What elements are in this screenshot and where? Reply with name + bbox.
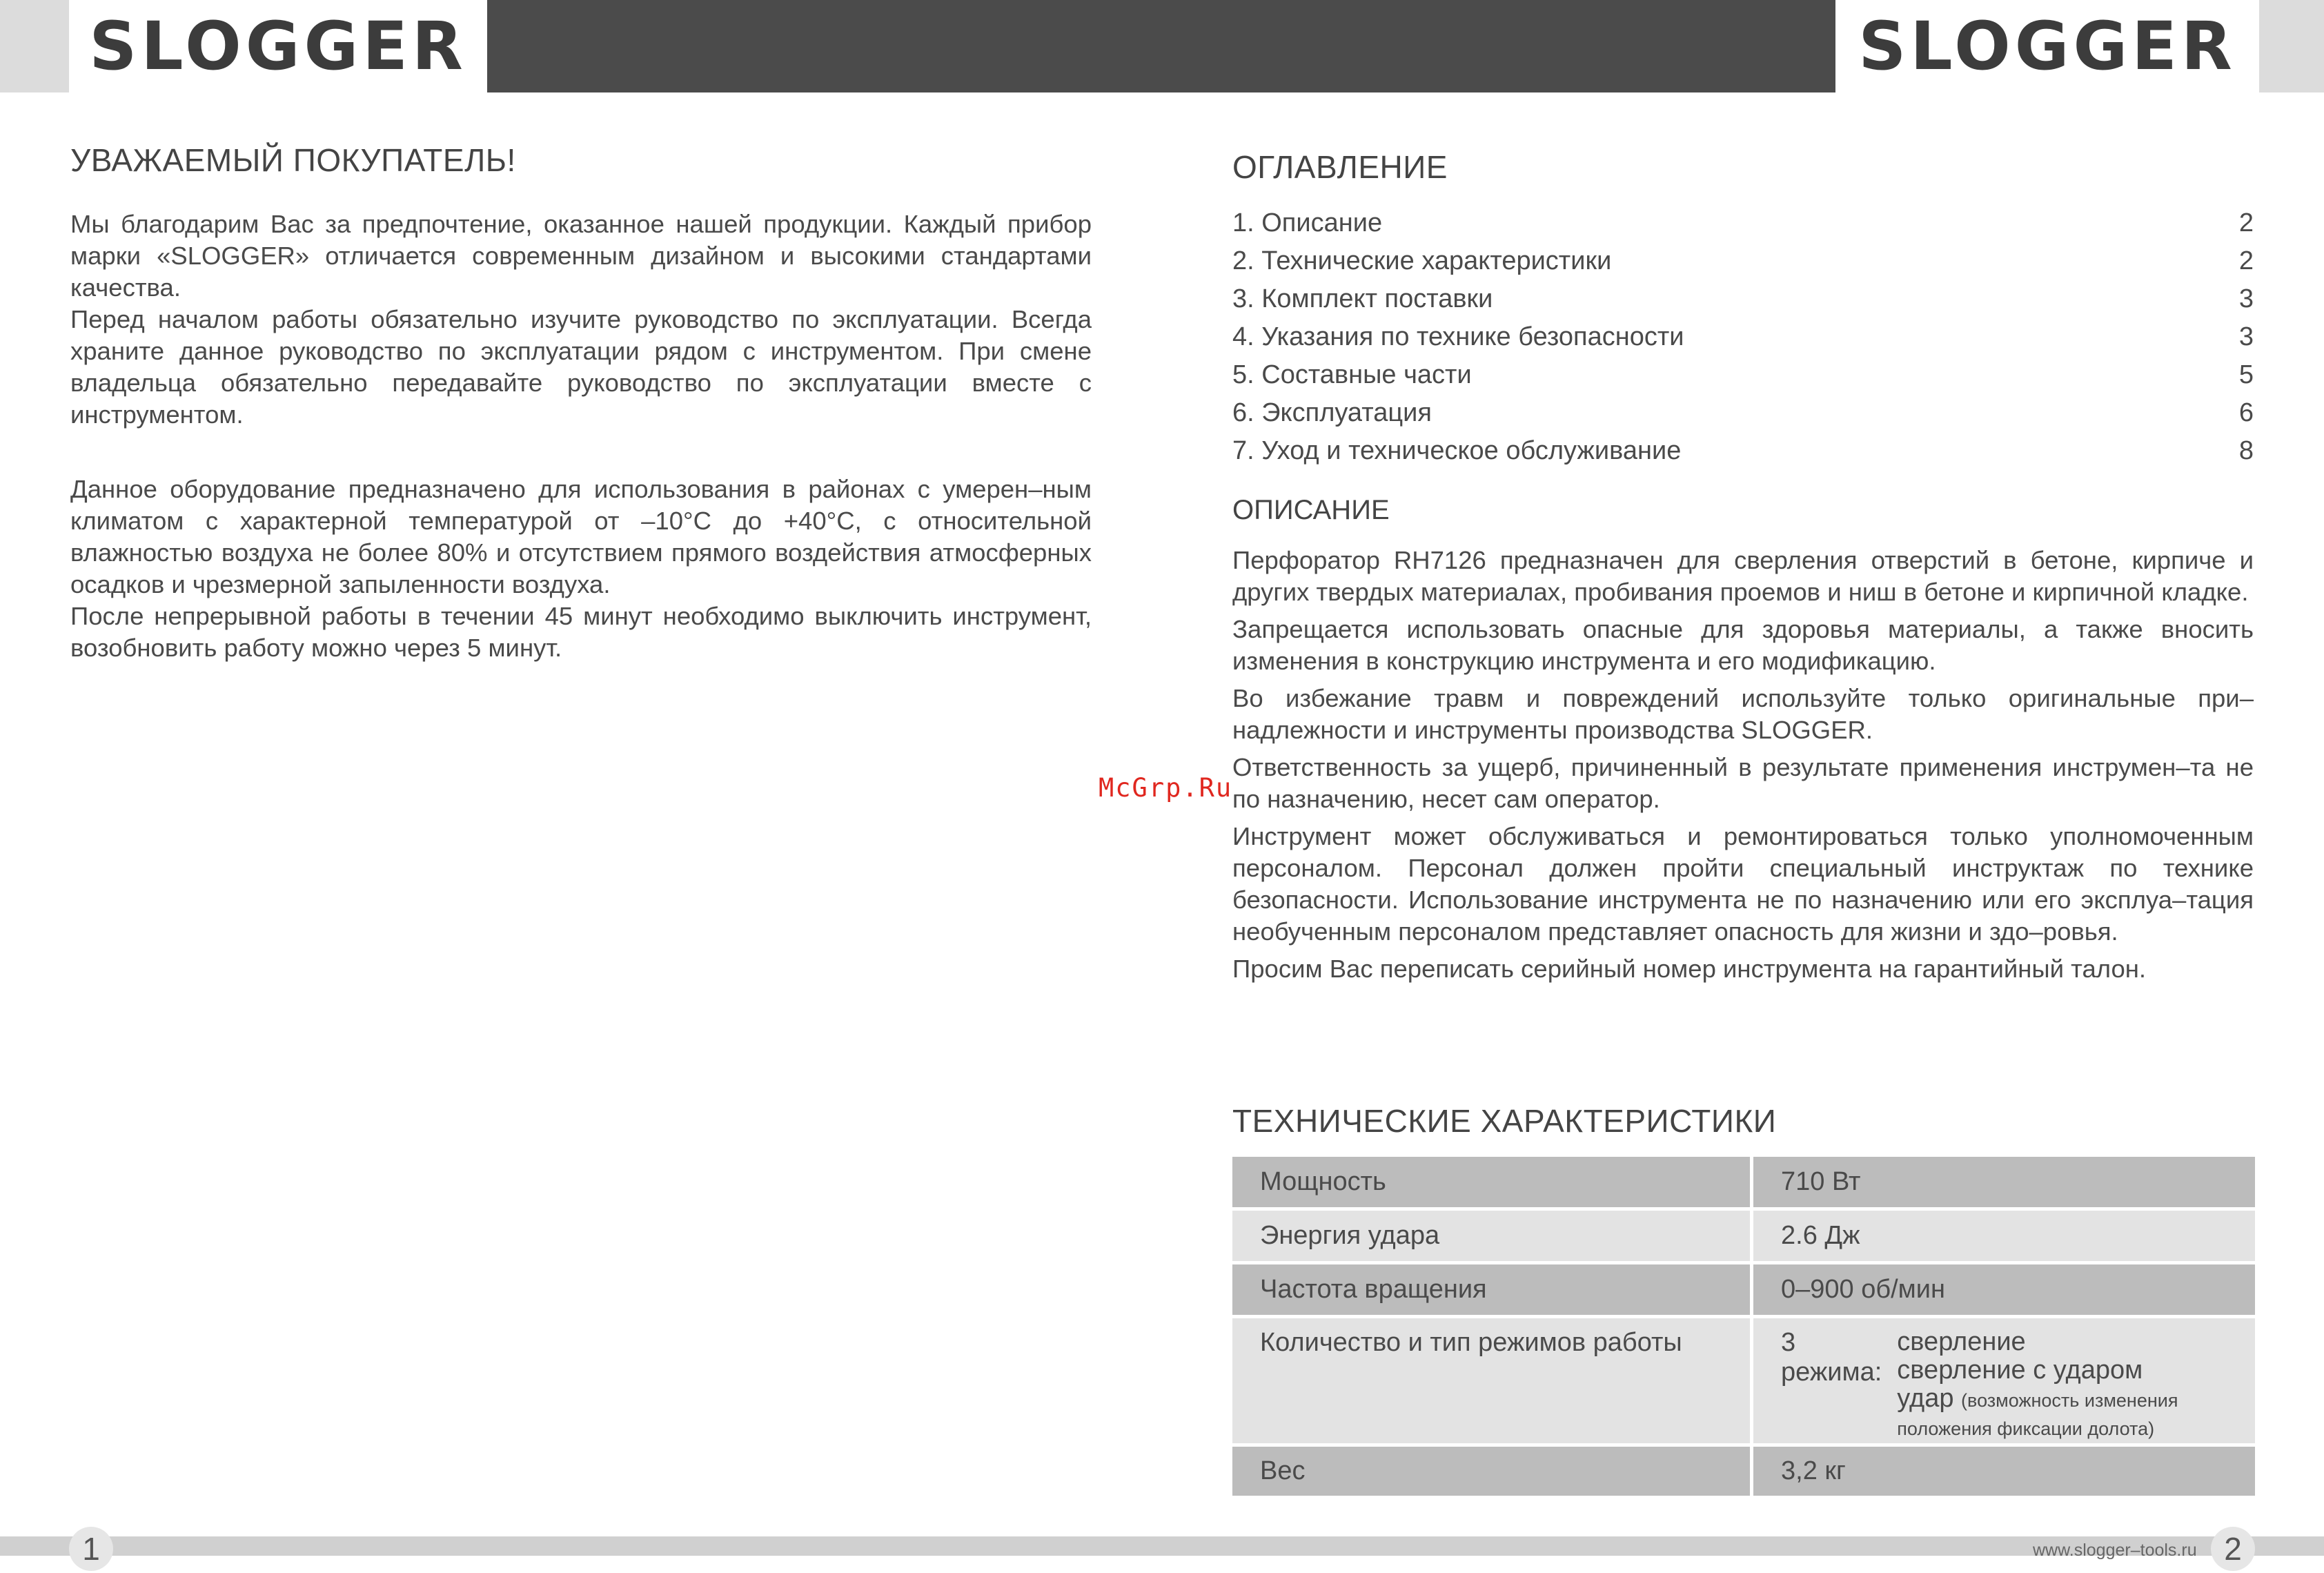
logo-right xyxy=(1835,0,2259,92)
toc-item-page: 6 xyxy=(2238,398,2254,428)
toc-item xyxy=(1232,432,2254,470)
toc-item-page: 3 xyxy=(2238,322,2254,352)
description-paragraph-5: Инструмент может обслуживаться и ремонтироваться только уполномоченным персоналом. Персонал должен пройти специальный инструктаж по технике безопасности. Использование инструмента не по назначению или его эксплуа–тация необученным персоналом представляет опасность для жизни и здо–ровья. xyxy=(1232,822,2254,946)
toc-item xyxy=(1232,318,2254,356)
toc-item-label: 5. Составные части xyxy=(1232,360,1472,390)
toc-title: ОГЛАВЛЕНИЕ xyxy=(1232,149,1448,185)
spec-mode-1: сверление xyxy=(1897,1327,2026,1356)
spec-modes-cell xyxy=(1752,1316,2256,1445)
toc-item-page: 2 xyxy=(2238,208,2254,238)
specs-title: ТЕХНИЧЕСКИЕ ХАРАКТЕРИСТИКИ xyxy=(1232,1103,1777,1139)
page-number-left: 1 xyxy=(69,1527,113,1571)
table-row xyxy=(1232,1445,2255,1497)
greeting-paragraph-1: Мы благодарим Вас за предпочтение, оказанное нашей продукции. Каждый прибор марки «SLOGGER» отличается современным дизайном и высокими стандартами качества. xyxy=(70,210,1092,302)
toc-item-label: 2. Технические характеристики xyxy=(1232,246,1612,276)
spec-mode-3-note: (возможность изменения положения фиксации долота) xyxy=(1897,1389,2178,1439)
watermark: McGrp.Ru xyxy=(1099,773,1233,803)
climate-paragraph: Данное оборудование предназначено для использования в районах с умерен–ным климатом с характерной температурой от –10°С до +40°С, с относительной влажностью воздуха не более 80% и отсутствием прямого воздействия атмосферных осадков и чрезмерной запыленности воздуха. xyxy=(70,475,1092,599)
spec-weight-label: Вес xyxy=(1232,1445,1752,1497)
logo-left-text: SLOGGER xyxy=(89,8,467,85)
spec-modes-list xyxy=(1897,1328,2255,1441)
toc-item-label: 1. Описание xyxy=(1232,208,1383,238)
toc-item xyxy=(1232,356,2254,394)
table-row xyxy=(1232,1157,2255,1209)
toc-item xyxy=(1232,394,2254,432)
spec-speed-label: Частота вращения xyxy=(1232,1262,1752,1316)
table-row xyxy=(1232,1209,2255,1262)
toc-item-label: 4. Указания по технике безопасности xyxy=(1232,322,1684,352)
toc-item xyxy=(1232,242,2254,280)
spec-energy-value: 2.6 Дж xyxy=(1752,1209,2256,1262)
spec-weight-value: 3,2 кг xyxy=(1752,1445,2256,1497)
footer-bar xyxy=(0,1536,2324,1556)
description-paragraph-2: Запрещается использовать опасные для здоровья материалы, а также вносить изменения в конструкцию инструмента и его модификацию. xyxy=(1232,615,2254,676)
table-row xyxy=(1232,1262,2255,1316)
header-left-strip xyxy=(0,0,69,92)
toc-item-page: 3 xyxy=(2238,284,2254,314)
work-time-paragraph: После непрерывной работы в течении 45 минут необходимо выключить инструмент, возобновить работу можно через 5 минут. xyxy=(70,602,1092,663)
toc-item xyxy=(1232,204,2254,242)
logo-left xyxy=(69,0,487,92)
toc-item-label: 7. Уход и техническое обслуживание xyxy=(1232,436,1682,466)
spec-mode-3: удар xyxy=(1897,1383,1954,1413)
spec-power-label: Мощность xyxy=(1232,1157,1752,1209)
description-paragraph-1: Перфоратор RH7126 предназначен для сверления отверстий в бетоне, кирпиче и других твердых материалах, пробивания проемов и ниш в бетоне и кирпичной кладке. xyxy=(1232,546,2254,607)
toc-item-label: 3. Комплект поставки xyxy=(1232,284,1493,314)
spec-modes-label: Количество и тип режимов работы xyxy=(1232,1316,1752,1445)
description-paragraph-6: Просим Вас переписать серийный номер инструмента на гарантийный талон. xyxy=(1232,955,2147,984)
right-page xyxy=(1232,148,2254,1139)
footer-url: www.slogger–tools.ru xyxy=(2033,1541,2197,1560)
toc-item-page: 8 xyxy=(2238,436,2254,466)
left-page xyxy=(70,141,1092,664)
description-paragraph-4: Ответственность за ущерб, причиненный в результате применения инструмен–та не по назначению, несет сам оператор. xyxy=(1232,753,2254,814)
toc-list xyxy=(1232,204,2254,470)
description-title: ОПИСАНИЕ xyxy=(1232,495,1390,526)
spec-modes-count: 3 режима: xyxy=(1781,1327,1882,1387)
greeting-title: УВАЖАЕМЫЙ ПОКУПАТЕЛЬ! xyxy=(70,142,516,178)
spec-energy-label: Энергия удара xyxy=(1232,1209,1752,1262)
toc-item-label: 6. Эксплуатация xyxy=(1232,398,1432,428)
table-row xyxy=(1232,1316,2255,1445)
toc-item-page: 2 xyxy=(2238,246,2254,276)
specs-table xyxy=(1232,1157,2255,1499)
logo-right-text: SLOGGER xyxy=(1858,8,2236,85)
spec-mode-2: сверление с ударом xyxy=(1897,1355,2143,1385)
toc-item-page: 5 xyxy=(2238,360,2254,390)
spec-speed-value: 0–900 об/мин xyxy=(1752,1262,2256,1316)
toc-item xyxy=(1232,280,2254,318)
spec-power-value: 710 Вт xyxy=(1752,1157,2256,1209)
description-paragraph-3: Во избежание травм и повреждений используйте только оригинальные при–надлежности и инструменты производства SLOGGER. xyxy=(1232,684,2254,745)
page-number-right: 2 xyxy=(2211,1527,2255,1571)
greeting-paragraph-2: Перед началом работы обязательно изучите руководство по эксплуатации. Всегда храните данное руководство по эксплуатации рядом с инструментом. При смене владельца обязательно передавайте руководство по эксплуатации вместе с инструментом. xyxy=(70,305,1092,429)
header-right-strip xyxy=(2259,0,2324,92)
